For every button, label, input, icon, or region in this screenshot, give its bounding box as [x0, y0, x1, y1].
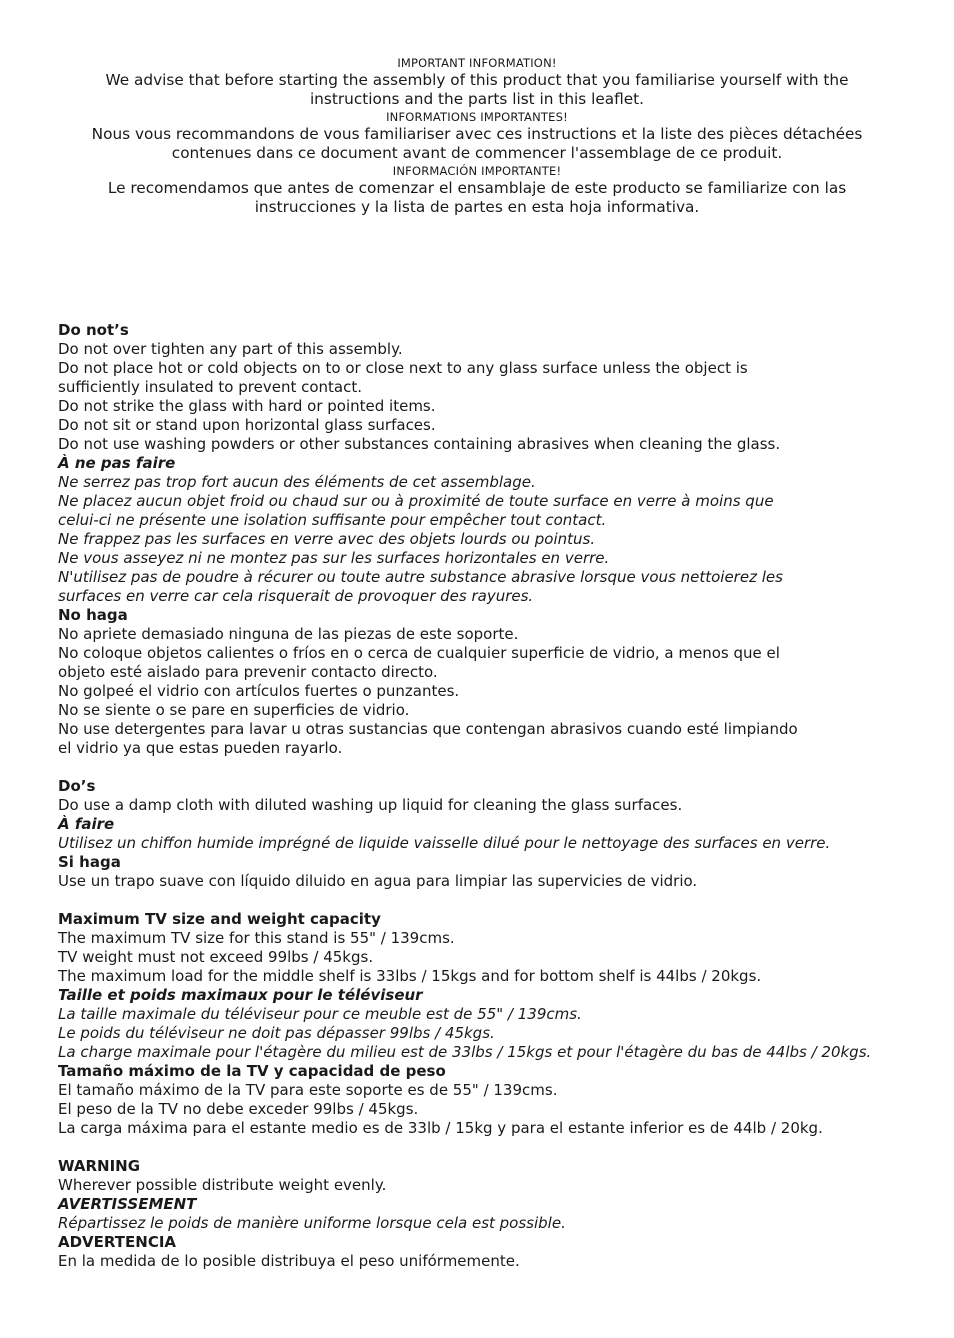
instructions-body — [58, 321, 938, 1271]
intro-en-line-2: instructions and the parts list in this leaflet. — [309, 90, 645, 108]
warning-en-line: Wherever possible distribute weight evenly. — [58, 1176, 387, 1194]
intro-es-line-1: Le recomendamos que antes de comenzar el ensamblaje de este producto se familiarize con las — [107, 179, 847, 197]
spacer — [58, 758, 938, 777]
capacity-title-en: Maximum TV size and weight capacity — [58, 910, 381, 928]
donts-title-es: No haga — [58, 606, 128, 624]
donts-es-line: No coloque objetos calientes o fríos en o cerca de cualquier superficie de vidrio, a menos que el — [58, 644, 780, 662]
donts-en-line: Do not over tighten any part of this assembly. — [58, 340, 403, 358]
donts-en-line: sufficiently insulated to prevent contact. — [58, 378, 362, 396]
capacity-en-line: The maximum load for the middle shelf is 33lbs / 15kgs and for bottom shelf is 44lbs / 20kgs. — [58, 967, 762, 985]
important-information-header — [40, 55, 914, 217]
dos-section — [58, 777, 938, 891]
heading-fr: INFORMATIONS IMPORTANTES! — [386, 110, 568, 124]
donts-fr-line: N'utilisez pas de poudre à récurer ou toute autre substance abrasive lorsque vous nettoierez les — [58, 568, 783, 586]
intro-es-line-2: instrucciones y la lista de partes en esta hoja informativa. — [254, 198, 700, 216]
intro-fr-line-2: contenues dans ce document avant de commencer l'assemblage de ce produit. — [171, 144, 783, 162]
donts-fr-line: Ne frappez pas les surfaces en verre avec des objets lourds ou pointus. — [58, 530, 596, 548]
donts-fr-line: celui-ci ne présente une isolation suffisante pour empêcher tout contact. — [58, 511, 607, 529]
donts-es-line: el vidrio ya que estas pueden rayarlo. — [58, 739, 343, 757]
donts-fr-line: Ne vous asseyez ni ne montez pas sur les surfaces horizontales en verre. — [58, 549, 610, 567]
capacity-title-fr: Taille et poids maximaux pour le téléviseur — [58, 986, 423, 1004]
capacity-es-line: La carga máxima para el estante medio es de 33lb / 15kg y para el estante inferior es de 44lb / 20kg. — [58, 1119, 823, 1137]
dos-fr-line: Utilisez un chiffon humide imprégné de liquide vaisselle dilué pour le nettoyage des surfaces en verre. — [58, 834, 831, 852]
warning-title-fr: AVERTISSEMENT — [58, 1195, 197, 1213]
heading-en: IMPORTANT INFORMATION! — [397, 56, 557, 70]
donts-es-line: No apriete demasiado ninguna de las piezas de este soporte. — [58, 625, 519, 643]
capacity-title-es: Tamaño máximo de la TV y capacidad de peso — [58, 1062, 446, 1080]
donts-fr-line: Ne placez aucun objet froid ou chaud sur ou à proximité de toute surface en verre à moins que — [58, 492, 774, 510]
donts-title-fr: À ne pas faire — [58, 454, 176, 472]
capacity-fr-line: Le poids du téléviseur ne doit pas dépasser 99lbs / 45kgs. — [58, 1024, 495, 1042]
capacity-fr-line: La charge maximale pour l'étagère du milieu est de 33lbs / 15kgs et pour l'étagère du bas de 44lbs / 20kgs. — [58, 1043, 872, 1061]
donts-fr-line: surfaces en verre car cela risquerait de provoquer des rayures. — [58, 587, 534, 605]
donts-title-en: Do not’s — [58, 321, 129, 339]
warning-title-en: WARNING — [58, 1157, 141, 1175]
warning-es-line: En la medida de lo posible distribuya el peso unifórmemente. — [58, 1252, 520, 1270]
capacity-es-line: El tamaño máximo de la TV para este soporte es de 55" / 139cms. — [58, 1081, 558, 1099]
dos-title-en: Do’s — [58, 777, 96, 795]
warning-title-es: ADVERTENCIA — [58, 1233, 177, 1251]
donts-es-line: objeto esté aislado para prevenir contacto directo. — [58, 663, 438, 681]
warning-section — [58, 1157, 938, 1271]
intro-en-line-1: We advise that before starting the assembly of this product that you familiarise yourself with the — [105, 71, 849, 89]
capacity-es-line: El peso de la TV no debe exceder 99lbs / 45kgs. — [58, 1100, 419, 1118]
donts-fr-line: Ne serrez pas trop fort aucun des éléments de cet assemblage. — [58, 473, 536, 491]
dos-es-line: Use un trapo suave con líquido diluido en agua para limpiar las supervicies de vidrio. — [58, 872, 698, 890]
donts-es-line: No use detergentes para lavar u otras sustancias que contengan abrasivos cuando esté limpiando — [58, 720, 798, 738]
capacity-en-line: The maximum TV size for this stand is 55" / 139cms. — [58, 929, 455, 947]
donts-es-line: No se siente o se pare en superficies de vidrio. — [58, 701, 410, 719]
donts-en-line: Do not place hot or cold objects on to or close next to any glass surface unless the object is — [58, 359, 748, 377]
donts-es-line: No golpeé el vidrio con artículos fuertes o punzantes. — [58, 682, 460, 700]
donts-section — [58, 321, 938, 758]
spacer — [58, 1138, 938, 1157]
donts-en-line: Do not sit or stand upon horizontal glass surfaces. — [58, 416, 436, 434]
donts-en-line: Do not use washing powders or other substances containing abrasives when cleaning the glass. — [58, 435, 781, 453]
heading-es: INFORMACIÓN IMPORTANTE! — [392, 164, 562, 178]
capacity-fr-line: La taille maximale du téléviseur pour ce meuble est de 55" / 139cms. — [58, 1005, 582, 1023]
warning-fr-line: Répartissez le poids de manière uniforme lorsque cela est possible. — [58, 1214, 566, 1232]
intro-fr-line-1: Nous vous recommandons de vous familiariser avec ces instructions et la liste des pièces détachées — [91, 125, 863, 143]
capacity-section — [58, 910, 938, 1138]
dos-title-fr: À faire — [58, 815, 115, 833]
dos-title-es: Si haga — [58, 853, 121, 871]
spacer — [58, 891, 938, 910]
dos-en-line: Do use a damp cloth with diluted washing up liquid for cleaning the glass surfaces. — [58, 796, 683, 814]
donts-en-line: Do not strike the glass with hard or pointed items. — [58, 397, 436, 415]
capacity-en-line: TV weight must not exceed 99lbs / 45kgs. — [58, 948, 374, 966]
